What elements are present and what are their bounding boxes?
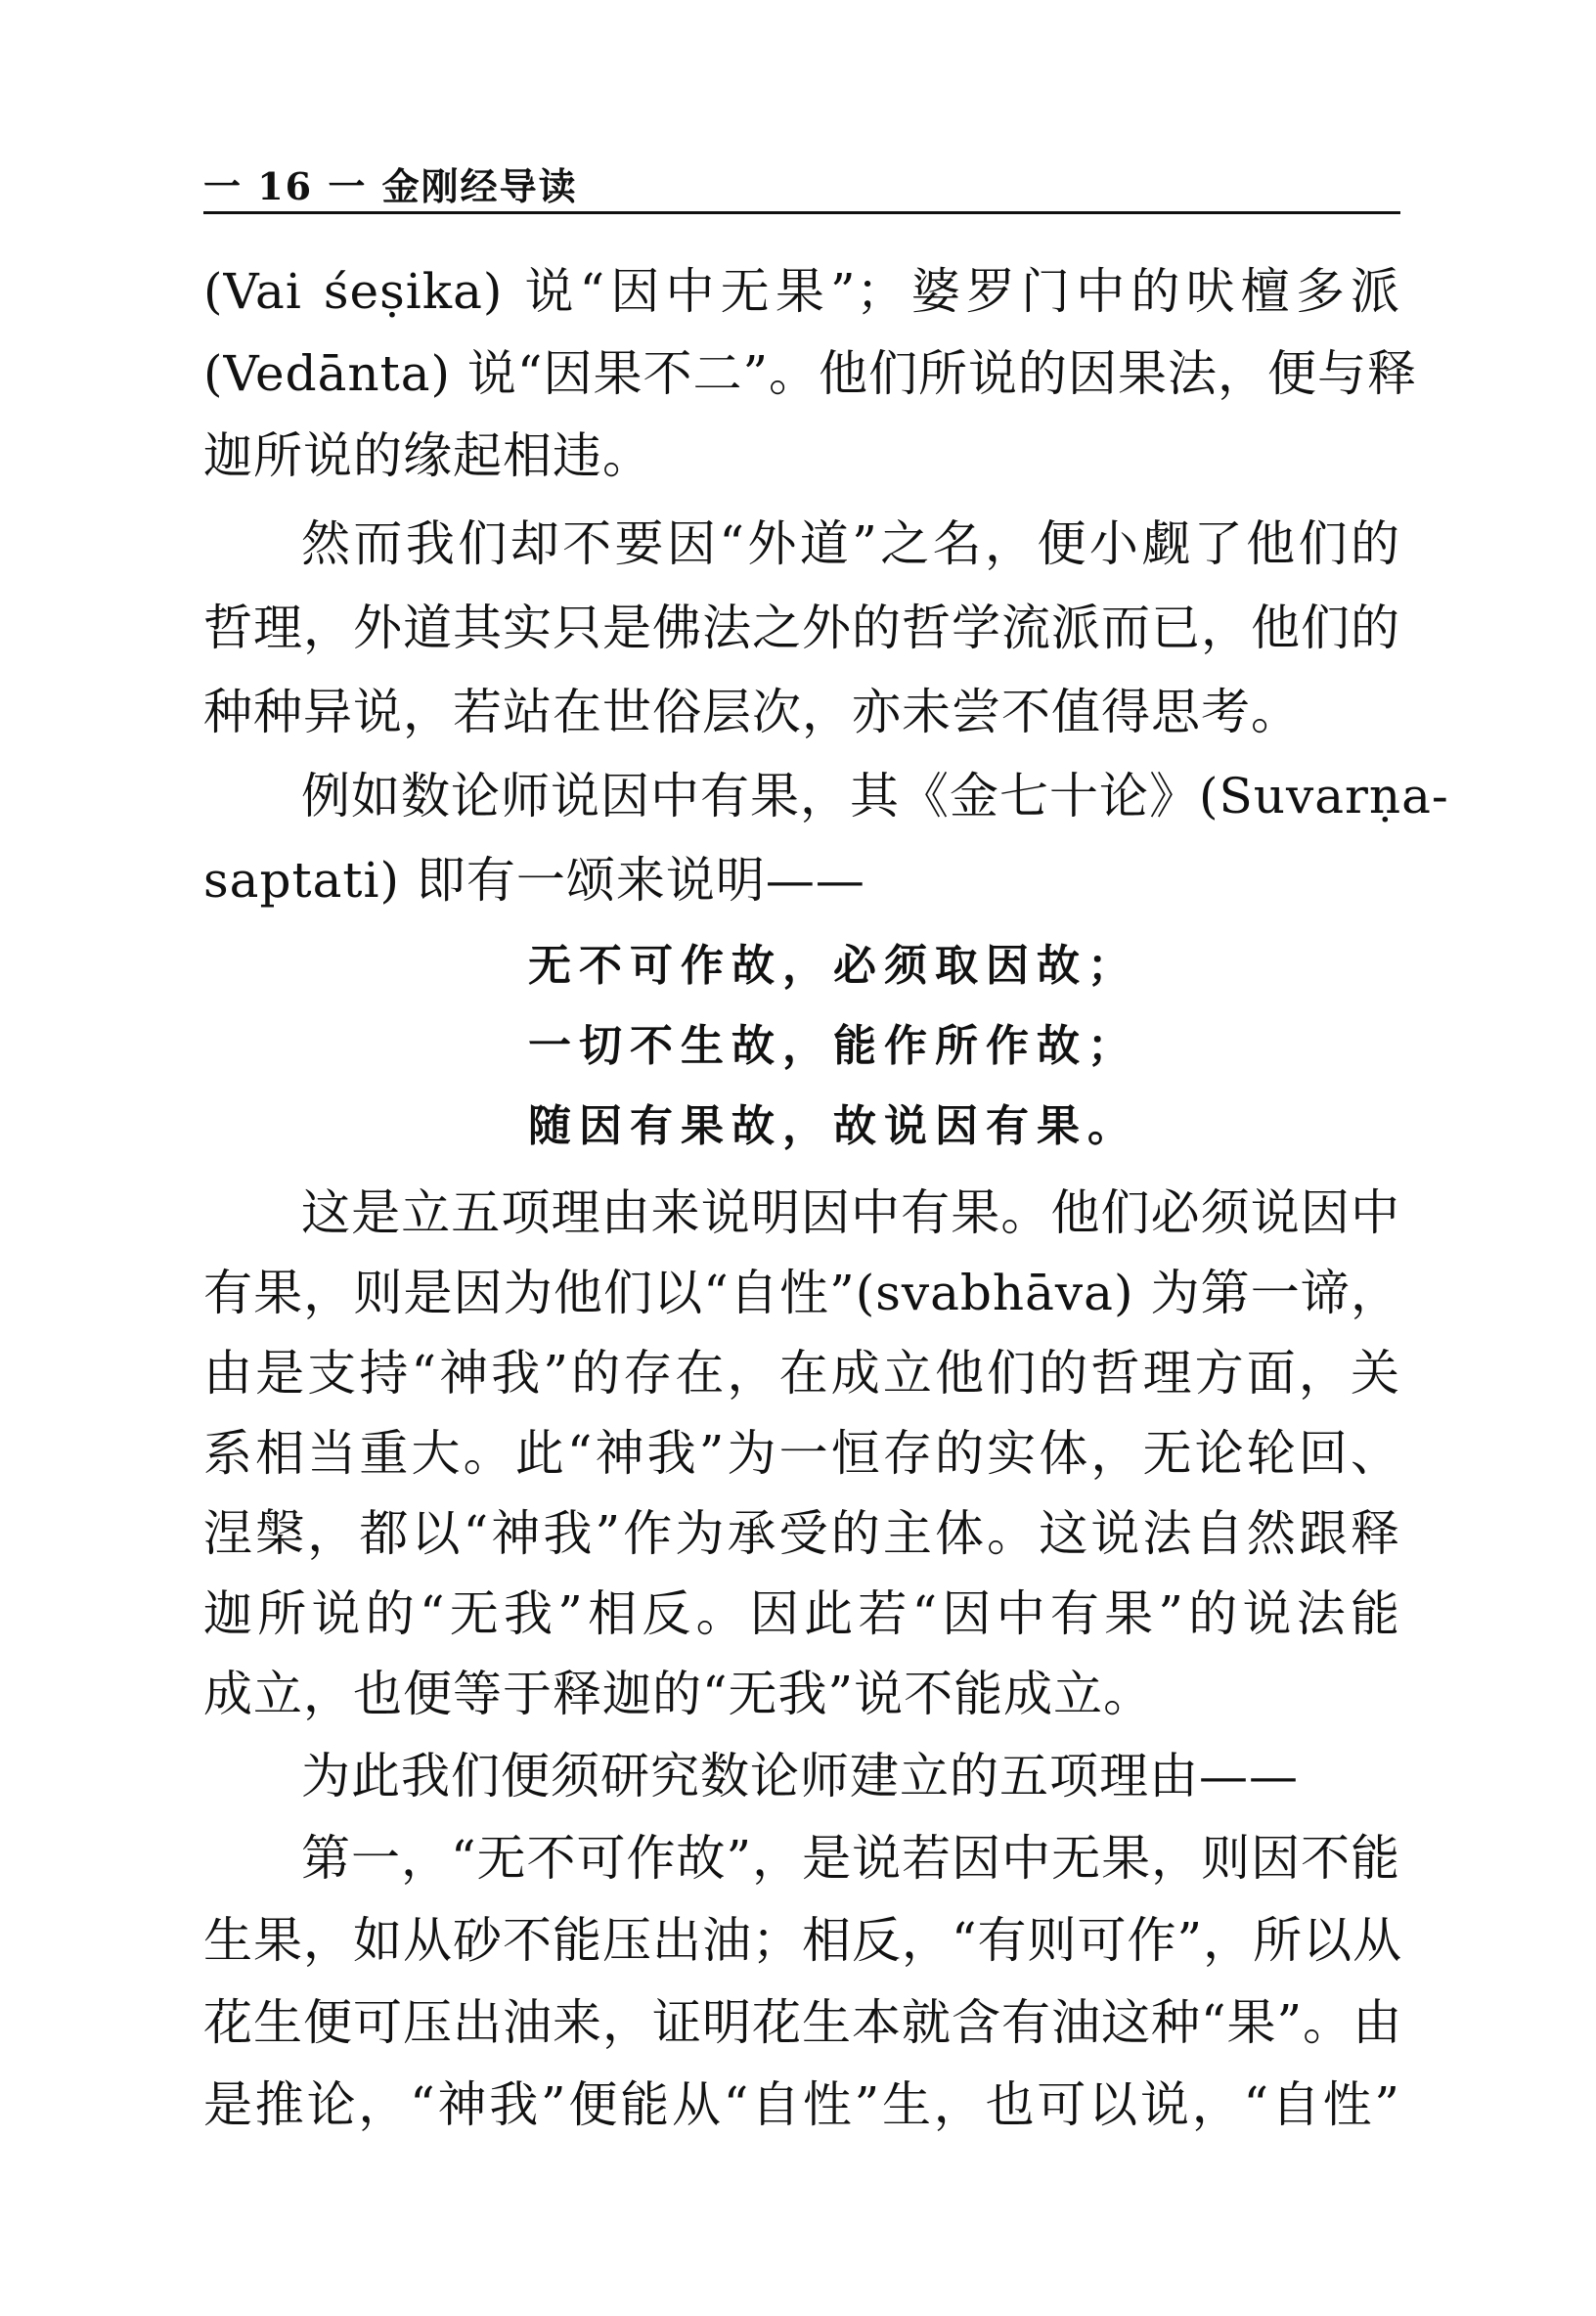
text-line: 花生便可压出油来，证明花生本就含有油这种“果”。由 [203,1994,1403,2051]
text-line: 涅槃，都以“神我”作为承受的主体。这说法自然跟释 [203,1505,1400,1562]
text-line: 然而我们却不要因“外道”之名，便小觑了他们的 [301,515,1400,572]
verse-line: 无不可作故，必须取因故； [528,941,1138,991]
running-header: 一 16 一 金刚经导读 [203,164,578,208]
text-line: 种种异说，若站在世俗层次，亦未尝不值得思考。 [203,684,1301,740]
text-line: 由是支持“神我”的存在，在成立他们的哲理方面，关 [203,1345,1400,1402]
text-line: (Vai śeṣika) 说“因中无果”；婆罗门中的吠檀多派 [203,263,1400,320]
header-rule [203,211,1400,214]
text-line: 成立，也便等于释迦的“无我”说不能成立。 [203,1666,1154,1722]
text-line: 哲理，外道其实只是佛法之外的哲学流派而已，他们的 [203,600,1400,656]
text-line: 这是立五项理由来说明因中有果。他们必须说因中 [301,1184,1400,1241]
text-line: 有果，则是因为他们以“自性”(svabhāva) 为第一谛， [203,1265,1400,1321]
text-line: 生果，如从砂不能压出油；相反，“有则可作”，所以从 [203,1912,1403,1969]
text-line: 迦所说的“无我”相反。因此若“因中有果”的说法能 [203,1585,1400,1642]
text-line: 为此我们便须研究数论师建立的五项理由—— [301,1748,1299,1804]
text-line: 例如数论师说因中有果，其《金七十论》(Suvarṇa- [301,768,1449,824]
text-line: 第一，“无不可作故”，是说若因中无果，则因不能 [301,1830,1401,1887]
verse-line: 随因有果故，故说因有果。 [528,1101,1138,1151]
text-line: 是推论，“神我”便能从“自性”生，也可以说，“自性” [203,2076,1400,2133]
text-line: saptati) 即有一颂来说明—— [203,852,865,909]
verse-line: 一切不生故，能作所作故； [528,1021,1138,1071]
text-line: 系相当重大。此“神我”为一恒存的实体，无论轮回、 [203,1425,1400,1482]
text-line: (Vedānta) 说“因果不二”。他们所说的因果法，便与释 [203,345,1418,402]
text-line: 迦所说的缘起相违。 [203,427,652,484]
